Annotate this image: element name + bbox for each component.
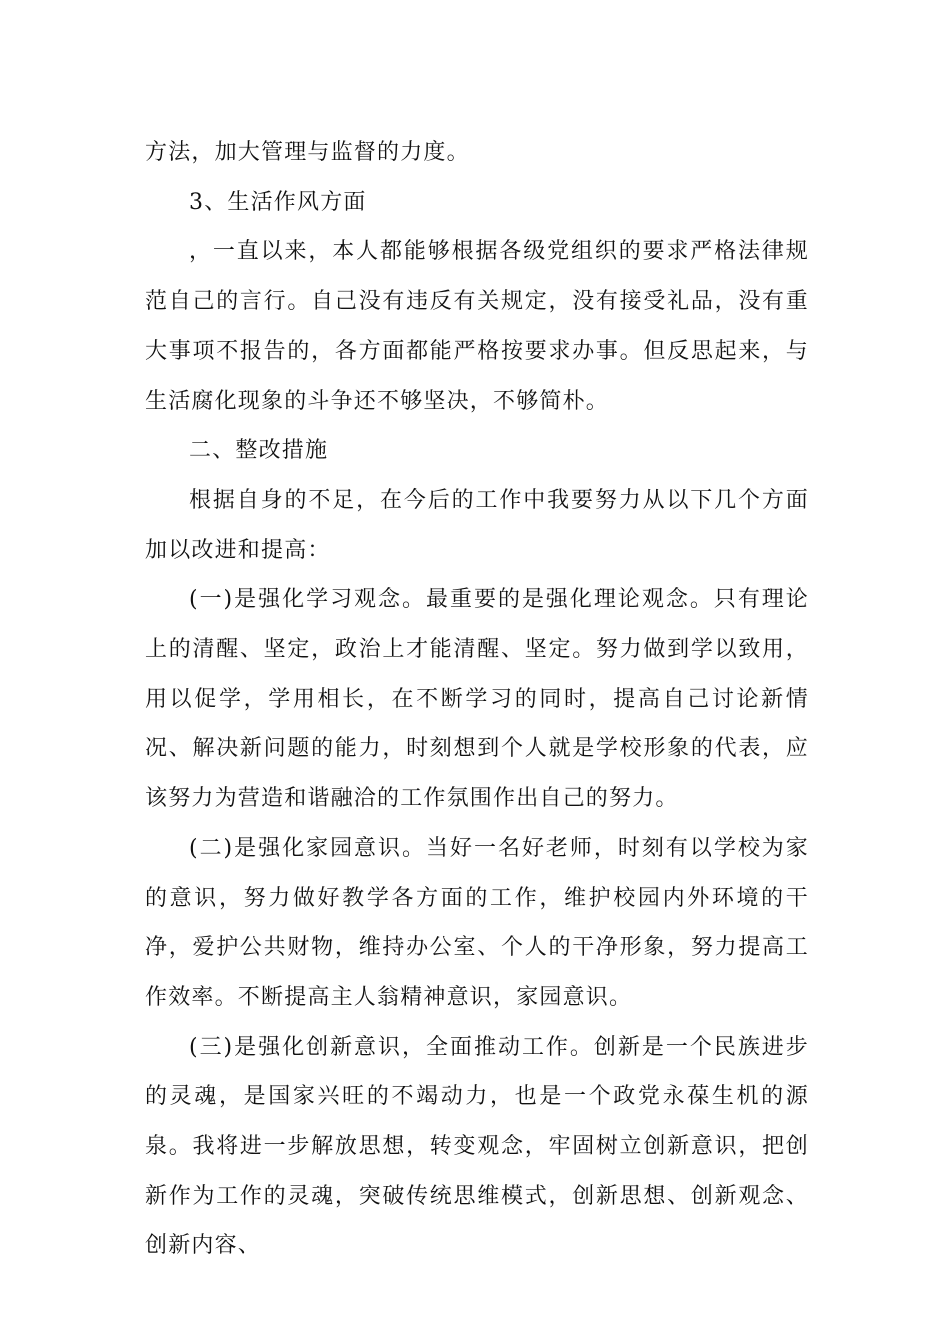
paragraph-measure-2: (二)是强化家园意识。当好一名好老师，时刻有以学校为家的意识，努力做好教学各方面的工作，维护校园内外环境的干净，爱护公共财物，维持办公室、个人的干净形象，努力提高工作效率。不断提高主人翁精神意识，家园意识。 xyxy=(145,835,809,1010)
paragraph-measure-1: (一)是强化学习观念。最重要的是强化理论观念。只有理论上的清醒、坚定，政治上才能清醒、坚定。努力做到学以致用，用以促学，学用相长，在不断学习的同时，提高自己讨论新情况、解决新问题的能力，时刻想到个人就是学校形象的代表，应该努力为营造和谐融洽的工作氛围作出自己的努力。 xyxy=(145,587,809,812)
section-heading-measures: 二、整改措施 xyxy=(189,438,329,464)
section-heading-lifestyle: 3、生活作风方面 xyxy=(189,189,367,215)
paragraph-continuation: 方法，加大管理与监督的力度。 xyxy=(145,140,470,165)
document-body xyxy=(145,128,809,1271)
paragraph-lifestyle: ，一直以来，本人都能够根据各级党组织的要求严格法律规范自己的言行。自己没有违反有关规定，没有接受礼品，没有重大事项不报告的，各方面都能严格按要求办事。但反思起来，与生活腐化现象的斗争还不够坚决，不够简朴。 xyxy=(145,239,809,414)
paragraph-measure-3: (三)是强化创新意识，全面推动工作。创新是一个民族进步的灵魂，是国家兴旺的不竭动力，也是一个政党永葆生机的源泉。我将进一步解放思想，转变观念，牢固树立创新意识，把创新作为工作的灵魂，突破传统思维模式，创新思想、创新观念、创新内容、 xyxy=(145,1034,809,1259)
paragraph-measures-intro: 根据自身的不足，在今后的工作中我要努力从以下几个方面加以改进和提高： xyxy=(145,487,809,563)
